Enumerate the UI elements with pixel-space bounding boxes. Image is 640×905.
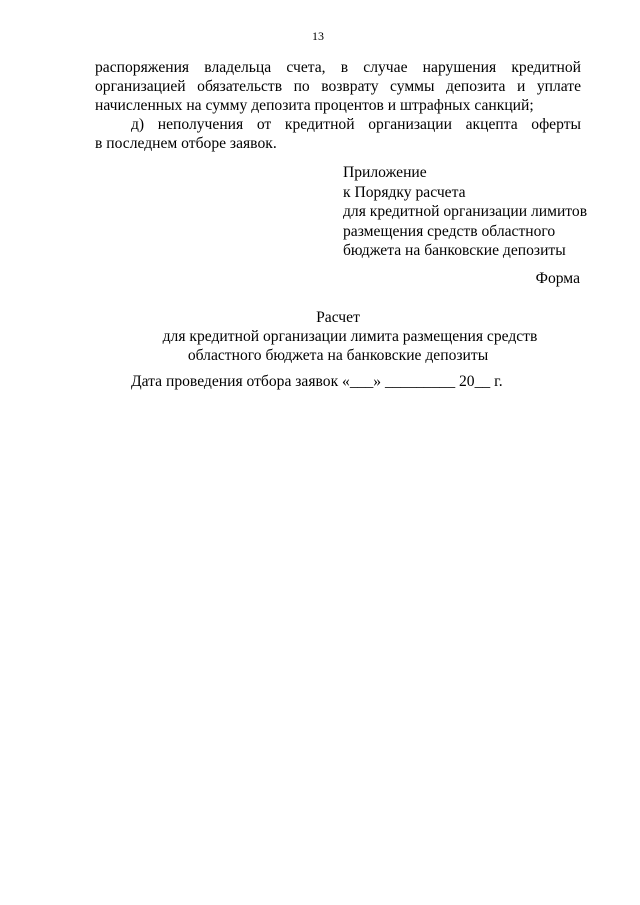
appendix-line-3: для кредитной организации лимитов (343, 203, 588, 220)
appendix-heading (343, 163, 587, 261)
appendix-line-2: к Порядку расчета (343, 183, 466, 201)
body-line-5: в последнем отборе заявок. (95, 135, 277, 152)
body-paragraphs (95, 58, 581, 153)
body-line-1: распоряжения владельца счета, в случае нарушения кредитной (95, 59, 581, 76)
appendix-line-5: бюджета на банковские депозиты (343, 242, 566, 259)
body-line-3: начисленных на сумму депозита процентов и штрафных санкций; (95, 97, 534, 114)
page-number: 13 (312, 29, 324, 43)
appendix-line-4: размещения средств областного (343, 222, 556, 240)
selection-date-line: Дата проведения отбора заявок «___» _________ 20__ г. (131, 373, 503, 390)
form-label: Форма (535, 270, 580, 287)
appendix-line-1: Приложение (343, 164, 427, 181)
body-line-2: организацией обязательств по возврату суммы депозита и уплате (95, 78, 581, 95)
calculation-title (0, 308, 640, 365)
body-line-4: д) неполучения от кредитной организации акцепта оферты (131, 116, 581, 133)
title-line-3: областного бюджета на банковские депозиты (187, 347, 489, 364)
title-line-2: для кредитной организации лимита размещения средств (162, 328, 538, 345)
title-line-1: Расчет (316, 309, 360, 326)
